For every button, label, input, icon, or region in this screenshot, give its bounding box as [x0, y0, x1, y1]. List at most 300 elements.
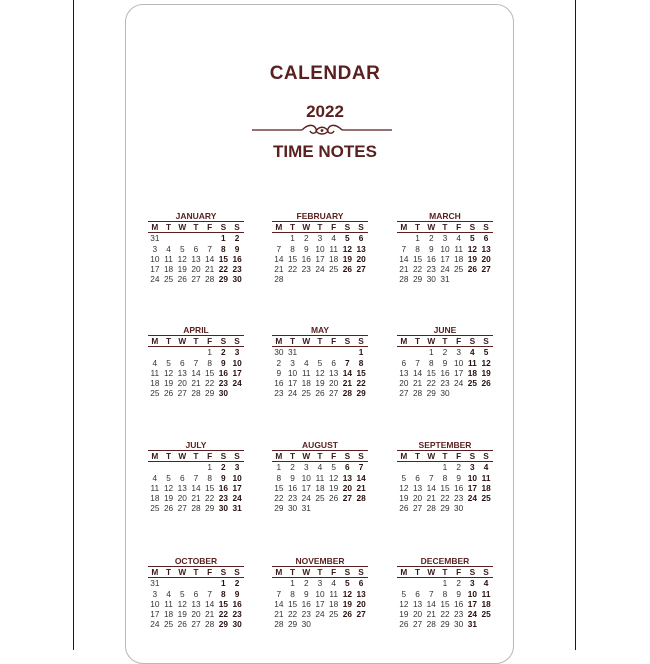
day-cell: 10	[454, 357, 464, 368]
day-cell: 9	[303, 588, 309, 599]
day-cell	[397, 578, 411, 588]
year-label: 2022	[306, 102, 344, 121]
day-cell: 24	[232, 493, 242, 504]
day-cell	[175, 347, 189, 357]
day-cell: 25	[163, 274, 174, 285]
day-cell: 28	[356, 493, 366, 504]
day-cell: 29	[412, 274, 423, 285]
weekday-header: M	[275, 222, 283, 232]
day-cell: 27	[177, 503, 187, 514]
day-cell	[313, 274, 327, 284]
day-cell: 7	[207, 588, 212, 599]
day-cell	[230, 388, 244, 398]
month-august	[272, 440, 368, 514]
day-cell: 11	[301, 367, 311, 378]
day-cell: 9	[456, 588, 461, 599]
day-cell: 4	[166, 243, 171, 254]
day-cell: 15	[412, 253, 423, 264]
day-cell: 31	[440, 274, 450, 285]
day-cell: 27	[356, 264, 366, 275]
day-cell: 23	[454, 609, 464, 620]
day-cell: 9	[234, 243, 240, 254]
day-cell: 1	[276, 462, 282, 473]
day-cell	[272, 233, 286, 243]
day-cell: 8	[415, 243, 420, 254]
month-name: JANUARY	[175, 211, 217, 221]
weekday-header: M	[400, 451, 408, 461]
day-cell: 25	[163, 619, 174, 630]
day-cell: 23	[232, 609, 242, 620]
day-cell: 3	[470, 578, 475, 589]
day-cell	[479, 274, 493, 284]
day-cell: 7	[276, 243, 282, 254]
month-name: MARCH	[429, 211, 461, 221]
day-cell: 18	[150, 378, 160, 389]
day-cell: 13	[191, 598, 201, 609]
day-cell: 19	[329, 482, 339, 493]
date-grid	[397, 233, 493, 284]
day-cell: 25	[481, 609, 491, 620]
day-cell: 1	[207, 462, 212, 473]
day-cell: 4	[456, 233, 461, 244]
day-cell: 17	[467, 598, 477, 609]
month-september	[397, 440, 493, 514]
day-cell: 6	[358, 233, 364, 244]
day-cell	[411, 347, 425, 357]
weekday-header: S	[234, 451, 240, 461]
day-cell: 4	[483, 462, 489, 473]
day-cell: 19	[315, 378, 325, 389]
day-cell: 23	[301, 264, 311, 275]
weekday-header: S	[469, 567, 476, 577]
day-grid	[272, 336, 368, 346]
day-cell: 28	[399, 274, 409, 285]
day-cell: 12	[177, 253, 187, 264]
day-cell: 24	[287, 388, 298, 399]
day-cell: 8	[276, 472, 282, 483]
day-cell: 6	[193, 243, 199, 254]
day-cell: 6	[331, 357, 336, 368]
day-cell: 27	[329, 388, 339, 399]
day-cell: 13	[177, 482, 187, 493]
day-cell	[452, 388, 466, 398]
day-cell: 3	[234, 347, 240, 358]
day-cell: 3	[234, 462, 240, 473]
month-december	[397, 556, 493, 630]
day-cell: 22	[218, 264, 228, 275]
weekday-header: M	[151, 451, 159, 461]
day-cell: 25	[150, 503, 160, 514]
day-cell: 13	[177, 367, 187, 378]
day-cell: 3	[456, 347, 461, 358]
day-cell: 4	[152, 472, 158, 483]
date-grid	[397, 462, 493, 513]
day-cell: 19	[467, 253, 477, 264]
right-border-line	[575, 0, 576, 650]
day-cell: 4	[166, 588, 171, 599]
date-grid	[272, 233, 368, 284]
day-cell: 8	[358, 357, 364, 368]
day-cell: 7	[276, 588, 282, 599]
day-cell: 1	[290, 578, 295, 589]
day-cell: 9	[290, 472, 295, 483]
day-cell: 29	[205, 503, 215, 514]
day-cell: 13	[399, 367, 409, 378]
date-grid	[397, 578, 493, 629]
day-cell	[175, 578, 189, 588]
month-name: AUGUST	[302, 440, 338, 450]
day-cell: 21	[412, 378, 423, 389]
day-cell: 2	[234, 233, 240, 244]
day-cell: 17	[315, 253, 325, 264]
weekday-header: F	[456, 567, 462, 577]
day-cell: 7	[193, 357, 199, 368]
day-cell: 27	[342, 493, 352, 504]
day-cell: 25	[329, 264, 339, 275]
day-cell: 17	[440, 253, 450, 264]
day-cell: 30	[232, 274, 242, 285]
day-cell: 13	[329, 367, 339, 378]
day-cell: 7	[345, 357, 350, 368]
day-cell: 3	[152, 243, 158, 254]
day-cell: 26	[177, 619, 187, 630]
day-cell: 8	[290, 588, 295, 599]
day-cell: 12	[177, 598, 187, 609]
day-cell	[466, 274, 480, 284]
day-grid	[148, 451, 244, 461]
day-cell: 29	[287, 619, 298, 630]
weekday-header: W	[178, 451, 187, 461]
day-cell: 30	[440, 388, 450, 399]
weekday-header: S	[344, 336, 351, 346]
day-cell: 10	[315, 243, 325, 254]
day-cell: 29	[356, 388, 366, 399]
day-cell	[341, 619, 355, 629]
day-cell: 15	[426, 367, 436, 378]
day-cell: 27	[356, 609, 366, 620]
weekday-header: W	[302, 336, 311, 346]
day-cell: 16	[454, 598, 464, 609]
day-cell: 3	[317, 233, 323, 244]
day-cell: 10	[467, 472, 477, 483]
day-cell: 5	[345, 578, 350, 589]
weekday-header: M	[275, 451, 283, 461]
weekday-header: T	[290, 567, 296, 577]
day-cell	[479, 619, 493, 629]
day-cell: 15	[205, 482, 215, 493]
day-cell: 24	[440, 264, 450, 275]
day-cell: 19	[163, 378, 174, 389]
day-cell: 10	[150, 598, 160, 609]
day-cell: 16	[218, 367, 228, 378]
day-cell: 16	[232, 598, 242, 609]
day-cell: 31	[150, 233, 160, 244]
day-cell: 15	[287, 253, 298, 264]
weekday-header: F	[207, 222, 213, 232]
day-cell: 2	[442, 347, 448, 358]
day-cell: 25	[315, 493, 325, 504]
date-grid	[148, 233, 244, 284]
day-cell	[175, 233, 189, 243]
day-cell: 26	[177, 274, 187, 285]
weekday-header: S	[358, 222, 364, 232]
weekday-header: W	[302, 451, 311, 461]
day-cell: 24	[232, 378, 242, 389]
day-cell: 19	[177, 609, 187, 620]
day-cell: 13	[412, 482, 423, 493]
day-cell: 22	[205, 378, 215, 389]
day-cell: 12	[399, 598, 409, 609]
day-cell: 21	[191, 493, 201, 504]
day-cell: 31	[150, 578, 160, 589]
day-grid	[397, 222, 493, 232]
day-cell: 21	[399, 264, 409, 275]
day-cell: 23	[218, 493, 228, 504]
day-cell: 12	[163, 367, 174, 378]
day-cell: 3	[470, 462, 475, 473]
day-cell: 4	[483, 578, 489, 589]
weekday-header: T	[193, 222, 199, 232]
day-cell	[189, 462, 203, 472]
day-cell: 18	[150, 493, 160, 504]
day-cell: 18	[163, 609, 174, 620]
weekday-header: M	[400, 336, 408, 346]
day-grid	[272, 222, 368, 232]
day-cell: 13	[481, 243, 491, 254]
weekday-header: S	[469, 222, 476, 232]
day-cell: 24	[315, 609, 325, 620]
day-cell: 12	[467, 243, 477, 254]
day-cell: 16	[301, 253, 311, 264]
day-cell: 2	[456, 578, 461, 589]
day-cell: 25	[329, 609, 339, 620]
day-cell: 4	[331, 578, 336, 589]
weekday-header: T	[166, 451, 172, 461]
day-cell: 3	[303, 462, 309, 473]
day-cell: 4	[303, 357, 309, 368]
day-cell: 20	[481, 253, 491, 264]
weekday-header: T	[166, 336, 172, 346]
day-cell: 26	[315, 388, 325, 399]
day-cell: 28	[205, 619, 215, 630]
day-cell: 17	[150, 609, 160, 620]
day-cell	[479, 388, 493, 398]
day-cell	[162, 233, 176, 243]
day-cell: 19	[342, 598, 352, 609]
day-cell: 22	[412, 264, 423, 275]
day-cell: 9	[303, 243, 309, 254]
weekday-header: T	[317, 451, 323, 461]
day-cell: 29	[218, 274, 228, 285]
day-cell: 19	[399, 493, 409, 504]
day-cell: 30	[218, 388, 228, 399]
day-cell: 6	[179, 472, 185, 483]
day-cell: 5	[470, 233, 475, 244]
day-cell: 16	[454, 482, 464, 493]
day-cell: 17	[467, 482, 477, 493]
month-name: MAY	[310, 325, 330, 335]
day-cell: 18	[163, 264, 174, 275]
day-cell: 16	[232, 253, 242, 264]
subtitle: TIME NOTES	[273, 142, 377, 161]
day-cell: 2	[303, 578, 309, 589]
day-cell: 26	[163, 388, 174, 399]
day-cell: 27	[481, 264, 491, 275]
day-cell	[175, 462, 189, 472]
day-cell: 19	[177, 264, 187, 275]
day-cell: 26	[467, 264, 477, 275]
weekday-header: T	[290, 336, 296, 346]
weekday-header: F	[331, 567, 337, 577]
day-grid	[397, 336, 493, 346]
date-grid	[397, 347, 493, 398]
day-cell: 21	[356, 482, 366, 493]
day-cell	[272, 578, 286, 588]
day-cell: 23	[232, 264, 242, 275]
day-cell: 14	[274, 598, 284, 609]
day-cell	[327, 274, 341, 284]
day-cell: 28	[342, 388, 352, 399]
day-cell: 28	[191, 388, 201, 399]
day-grid	[397, 451, 493, 461]
day-cell: 8	[207, 357, 212, 368]
weekday-header: T	[317, 567, 323, 577]
day-cell: 1	[442, 578, 448, 589]
day-cell: 6	[415, 472, 420, 483]
day-cell: 23	[274, 388, 284, 399]
day-cell: 2	[290, 462, 295, 473]
day-cell: 24	[454, 378, 464, 389]
day-cell: 22	[287, 609, 298, 620]
day-cell	[411, 462, 425, 472]
weekday-header: F	[207, 567, 213, 577]
day-grid	[148, 336, 244, 346]
day-cell: 7	[193, 472, 199, 483]
day-cell: 10	[440, 243, 450, 254]
day-cell: 20	[177, 378, 187, 389]
day-cell: 5	[401, 588, 407, 599]
day-cell: 16	[287, 482, 298, 493]
day-cell: 31	[232, 503, 242, 514]
weekday-header: S	[220, 222, 227, 232]
day-cell	[148, 347, 162, 357]
day-cell: 18	[315, 482, 325, 493]
month-name: JULY	[185, 440, 207, 450]
weekday-header: S	[344, 222, 351, 232]
day-cell: 6	[401, 357, 407, 368]
day-cell: 15	[274, 482, 284, 493]
day-cell: 3	[290, 357, 295, 368]
weekday-header: F	[331, 451, 337, 461]
day-cell: 30	[454, 503, 464, 514]
day-cell: 25	[481, 493, 491, 504]
day-cell: 2	[276, 357, 282, 368]
day-cell: 14	[205, 598, 215, 609]
day-cell	[189, 233, 203, 243]
day-cell: 6	[483, 233, 489, 244]
day-cell: 15	[287, 598, 298, 609]
date-grid	[272, 578, 368, 629]
day-cell	[286, 274, 300, 284]
day-cell: 27	[191, 274, 201, 285]
day-cell: 22	[287, 264, 298, 275]
day-cell: 26	[342, 264, 352, 275]
day-cell	[466, 388, 480, 398]
day-cell: 16	[274, 378, 284, 389]
day-cell	[411, 578, 425, 588]
weekday-header: S	[483, 222, 489, 232]
day-cell: 5	[166, 472, 171, 483]
day-cell: 13	[342, 472, 352, 483]
day-cell	[162, 462, 176, 472]
day-cell: 29	[218, 619, 228, 630]
day-cell: 6	[345, 462, 350, 473]
weekday-header: T	[166, 567, 172, 577]
day-cell: 19	[342, 253, 352, 264]
weekday-header: T	[290, 451, 296, 461]
day-cell: 26	[481, 378, 491, 389]
day-cell: 10	[301, 472, 311, 483]
day-cell: 5	[317, 357, 323, 368]
day-cell: 25	[150, 388, 160, 399]
day-cell: 5	[179, 243, 185, 254]
day-cell: 28	[191, 503, 201, 514]
day-cell: 20	[356, 253, 366, 264]
day-cell: 15	[218, 253, 228, 264]
day-cell: 7	[358, 462, 364, 473]
month-july	[148, 440, 244, 514]
day-cell: 26	[163, 503, 174, 514]
day-cell: 21	[205, 609, 215, 620]
day-cell: 22	[274, 493, 284, 504]
day-cell	[327, 619, 341, 629]
day-cell: 10	[232, 357, 242, 368]
ornament-divider	[252, 122, 392, 138]
day-cell: 21	[274, 609, 284, 620]
day-cell: 22	[440, 609, 450, 620]
month-march	[397, 211, 493, 285]
day-grid	[148, 567, 244, 577]
day-cell	[313, 503, 327, 513]
day-grid	[272, 451, 368, 461]
weekday-header: W	[178, 567, 187, 577]
day-cell: 23	[218, 378, 228, 389]
weekday-header: M	[275, 336, 283, 346]
day-cell: 23	[426, 264, 436, 275]
day-cell: 8	[442, 588, 448, 599]
day-cell: 2	[303, 233, 309, 244]
day-cell: 11	[481, 472, 491, 483]
day-cell: 8	[428, 357, 434, 368]
day-cell: 8	[290, 243, 295, 254]
day-cell: 31	[287, 347, 298, 358]
day-cell: 10	[232, 472, 242, 483]
date-grid	[148, 347, 244, 398]
day-cell	[397, 233, 411, 243]
day-cell: 2	[221, 462, 226, 473]
day-cell	[148, 462, 162, 472]
day-cell: 30	[301, 619, 311, 630]
day-cell: 15	[440, 598, 450, 609]
weekday-header: T	[442, 222, 448, 232]
day-cell: 6	[179, 357, 185, 368]
date-grid	[148, 462, 244, 513]
day-cell: 11	[150, 482, 160, 493]
day-cell: 21	[274, 264, 284, 275]
month-november	[272, 556, 368, 630]
day-cell	[341, 274, 355, 284]
date-grid	[272, 462, 368, 513]
